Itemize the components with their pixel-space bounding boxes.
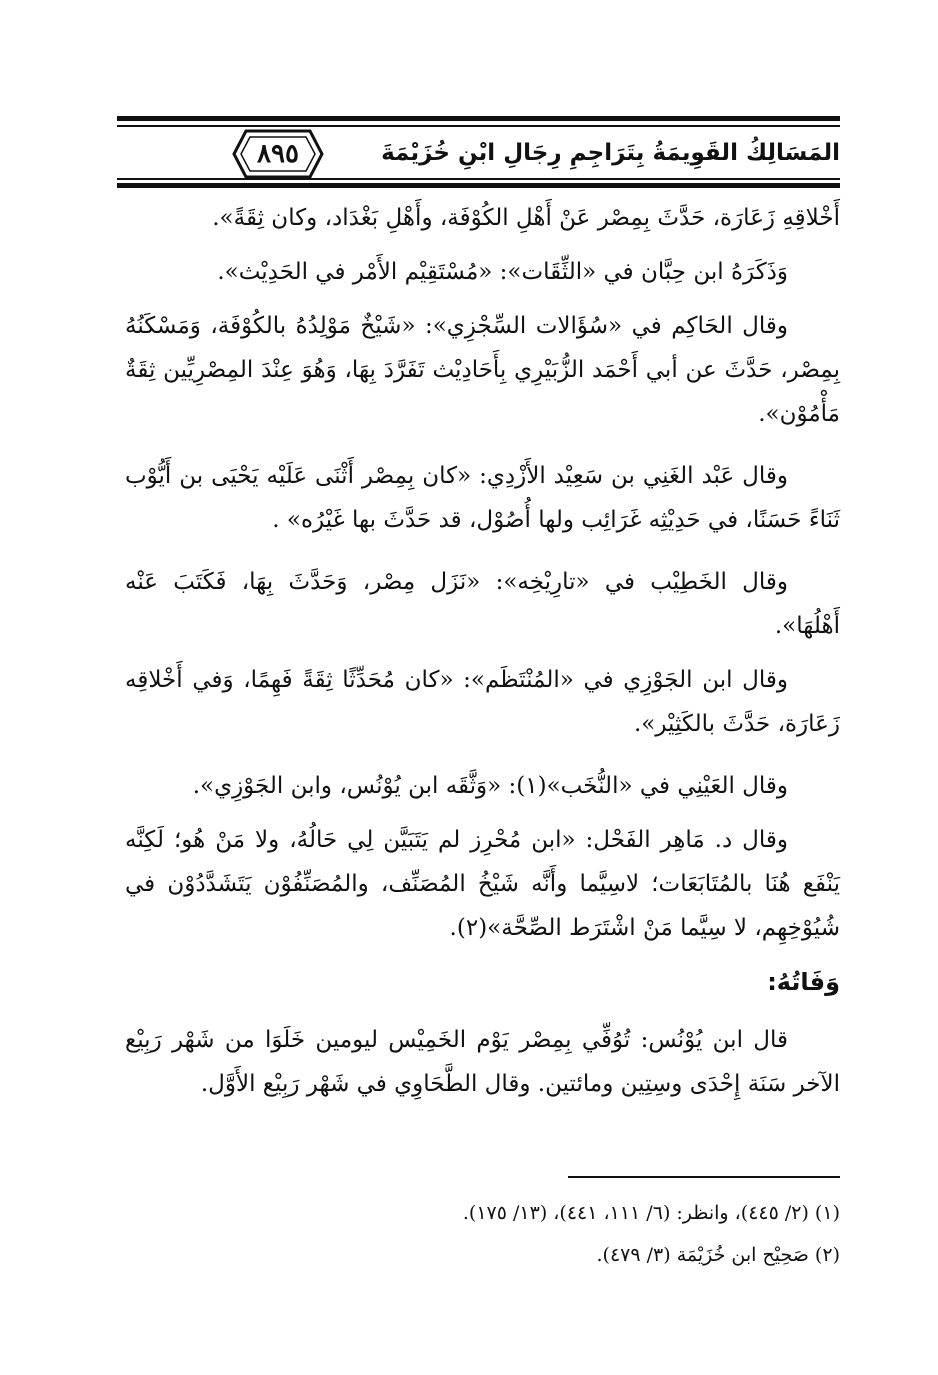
paragraph-ibn-hibban: وَذَكَرَهُ ابن حِبَّان في «الثِّقَات»: «مُسْتَقِيْم الأَمْر في الحَدِيْث». [217, 259, 788, 285]
paragraph-continuation: أَخْلاقِهِ زَعَارَة، حَدَّثَ بِمِصْر عَنْ أَهْلِ الكُوْفَة، وأَهْلِ بَغْدَاد، وكان ثِقَةً». [212, 205, 840, 231]
paragraph-al-hakim: وقال الحَاكِم في «سُؤَالات السِّجْزِي»: «شَيْخٌ مَوْلِدُهُ بالكُوْفَة، وَمَسْكَنُهُ بِمِصْر، حَدَّثَ عن أبي أَحْمَد الزُّبَيْرِي بِأَحَادِيْث تَفَرَّدَ بِهَا، وَهُوَ عِنْدَ المِصْرِيِّين ثِقَةٌ مَأْمُوْن». [125, 313, 840, 427]
paragraph-ibn-al-jawzi: وقال ابن الجَوْزِي في «المُنْتَظَم»: «كان مُحَدِّثًا ثِقَةً فَهِمًا، وَفي أَخْلاقِه زَعَارَة، حَدَّثَ بالكَثِيْر». [125, 667, 840, 737]
paragraph-abd-al-ghani: وقال عَبْد الغَنِي بن سَعِيْد الأَزْدِي: «كان بِمِصْر أَثْنَى عَلَيْه يَحْيَى بن أَيُّوْب ثَنَاءً حَسَنًا، في حَدِيْثِه غَرَائِب ولها أُصُوْل، قد حَدَّثَ بها غَيْرُه» . [125, 463, 840, 533]
header-rule-top-thick [117, 116, 840, 121]
section-heading-death: وَفَاتُهُ: [767, 968, 840, 996]
running-header-title: المَسَالِكُ القَوِيمَةُ بِتَرَاجِمِ رِجَالِ ابْنِ خُزَيْمَةَ [381, 140, 840, 166]
header-rule-bottom-thin [117, 178, 840, 180]
header-rule-bottom-thick [117, 183, 840, 188]
footnote-2: (٢) صَحِيْح ابن خُزَيْمَة (٣/ ٤٧٩). [596, 1244, 840, 1266]
page-number-badge [230, 128, 326, 180]
paragraph-al-ayni: وقال العَيْنِي في «النُّخَب»(١): «وَثَّقَه ابن يُوْنُس، وابن الجَوْزِي». [192, 773, 788, 799]
footnote-1: (١) (٢/ ٤٤٥)، وانظر: (٦/ ١١١، ٤٤١)، (١٣/ ١٧٥). [462, 1202, 840, 1224]
main-text [125, 196, 840, 1124]
header-rule-top-thin [117, 125, 840, 127]
footnote-separator [568, 1176, 840, 1178]
paragraph-maher-al-fahl: وقال د. مَاهِر الفَحْل: «ابن مُحْرِز لم يَتَبَيَّن لِي حَالُهُ، ولا مَنْ هُو؛ لَكِنَّه يَنْفَع هُنَا بالمُتَابَعَات؛ لاسِيَّما وأَنَّه شَيْخُ المُصَنِّف، والمُصَنِّفُوْن يَتَشَدَّدُوْن في شُيُوْخِهِم، لا سِيَّما مَنْ اشْتَرَط الصِّحَّة»(٢). [125, 827, 840, 941]
page-number: ٨٩٥ [257, 139, 299, 169]
footnotes [240, 1192, 840, 1276]
paragraph-al-khatib: وقال الخَطِيْب في «تارِيْخِه»: «نَزَل مِصْر، وَحَدَّثَ بِهَا، فَكَتَبَ عَنْه أَهْلُهَا». [125, 569, 840, 639]
paragraph-death: قال ابن يُوْنُس: تُوُفِّي بِمِصْر يَوْم الخَمِيْس ليومين خَلَوَا من شَهْر رَبِيْع الآخر سَنَة إِحْدَى وسِتِين ومائتين. وقال الطَّحَاوِي في شَهْر رَبِيْع الأَوَّل. [125, 1027, 840, 1097]
